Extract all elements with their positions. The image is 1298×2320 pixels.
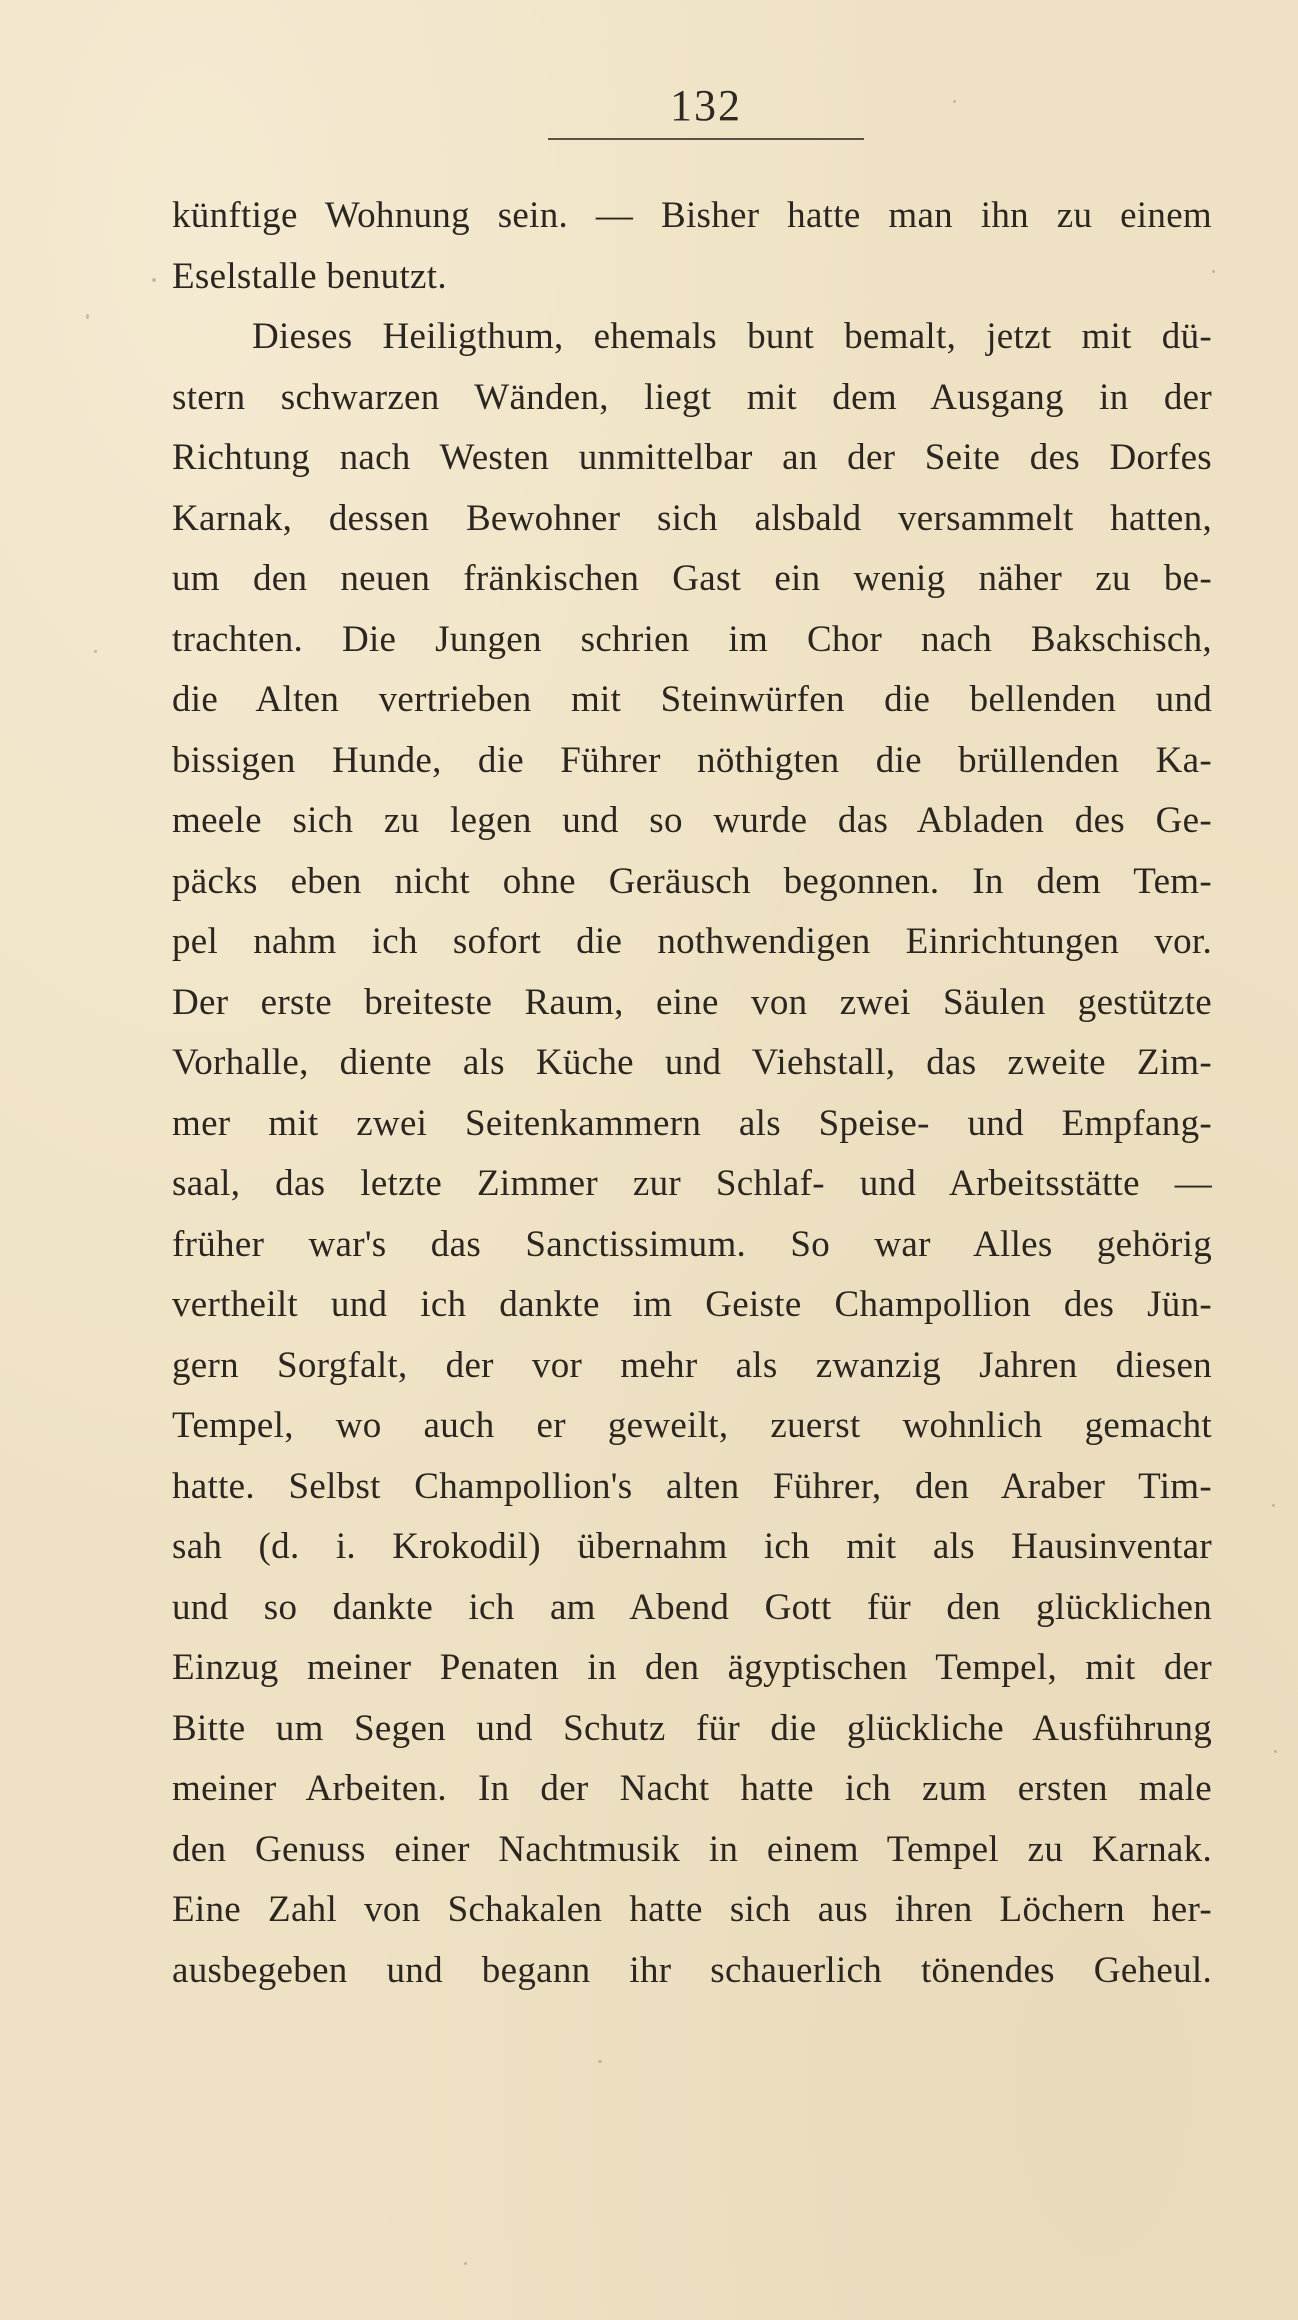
text-line: pel nahm ich sofort die nothwendigen Einrichtungen vor. [172, 921, 1212, 962]
text-line: vertheilt und ich dankte im Geiste Champollion des Jün- [172, 1284, 1212, 1325]
page-number: 132 [670, 81, 742, 130]
text-line: die Alten vertrieben mit Steinwürfen die bellenden und [172, 679, 1212, 720]
paper-speck [598, 2060, 602, 2063]
paper-speck [953, 100, 956, 103]
page-header [548, 78, 864, 140]
text-line: Dieses Heiligthum, ehemals bunt bemalt, jetzt mit dü- [252, 316, 1212, 357]
text-line: künftige Wohnung sein. — Bisher hatte man ihn zu einem [172, 195, 1212, 236]
text-line: Der erste breiteste Raum, eine von zwei Säulen gestützte [172, 981, 1212, 1023]
text-line: saal, das letzte Zimmer zur Schlaf- und Arbeitsstätte — [172, 1163, 1212, 1204]
text-line: den Genuss einer Nachtmusik in einem Tempel zu Karnak. [172, 1828, 1212, 1870]
text-line: Tempel, wo auch er geweilt, zuerst wohnlich gemacht [172, 1405, 1212, 1446]
paper-speck [1212, 270, 1215, 273]
text-line: Eselstalle benutzt. [172, 255, 447, 297]
text-line: Einzug meiner Penaten in den ägyptischen Tempel, mit der [172, 1647, 1212, 1688]
text-line: sah (d. i. Krokodil) übernahm ich mit als Hausinventar [172, 1526, 1212, 1567]
text-line: meiner Arbeiten. In der Nacht hatte ich zum ersten male [172, 1768, 1212, 1809]
text-line: Bitte um Segen und Schutz für die glückliche Ausführung [172, 1707, 1212, 1749]
text-line: Vorhalle, diente als Küche und Viehstall, das zweite Zim- [172, 1042, 1212, 1083]
text-line: hatte. Selbst Champollion's alten Führer, den Araber Tim- [172, 1465, 1212, 1507]
paper-speck [94, 650, 97, 653]
text-line: früher war's das Sanctissimum. So war Alles gehörig [172, 1223, 1212, 1265]
text-line: meele sich zu legen und so wurde das Abladen des Ge- [172, 800, 1212, 841]
text-line: Karnak, dessen Bewohner sich alsbald versammelt hatten, [172, 497, 1212, 539]
text-line: mer mit zwei Seitenkammern als Speise- und Empfang- [172, 1102, 1212, 1144]
paper-speck [464, 2262, 467, 2265]
text-line: ausbegeben und begann ihr schauerlich tönendes Geheul. [172, 1949, 1212, 1991]
text-line: stern schwarzen Wänden, liegt mit dem Ausgang in der [172, 376, 1212, 418]
text-line: bissigen Hunde, die Führer nöthigten die brüllenden Ka- [172, 739, 1212, 781]
text-line: und so dankte ich am Abend Gott für den glücklichen [172, 1586, 1212, 1628]
text-line: Richtung nach Westen unmittelbar an der Seite des Dorfes [172, 437, 1212, 478]
text-line: um den neuen fränkischen Gast ein wenig näher zu be- [172, 558, 1212, 599]
body-text [172, 186, 1212, 2001]
text-line: päcks eben nicht ohne Geräusch begonnen. In dem Tem- [172, 860, 1212, 902]
header-rule [548, 138, 864, 140]
paper-speck [1272, 1504, 1275, 1507]
text-line: gern Sorgfalt, der vor mehr als zwanzig Jahren diesen [172, 1344, 1212, 1386]
text-line: trachten. Die Jungen schrien im Chor nach Bakschisch, [172, 618, 1212, 660]
paper-speck [86, 314, 89, 319]
text-line: Eine Zahl von Schakalen hatte sich aus ihren Löchern her- [172, 1889, 1212, 1930]
paper-speck [152, 278, 156, 282]
paper-speck [1274, 1750, 1277, 1753]
